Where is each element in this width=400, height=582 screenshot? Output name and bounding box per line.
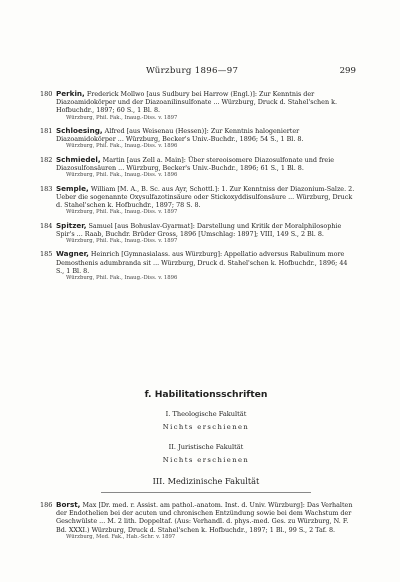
entry-number: 185	[40, 250, 53, 259]
entry-author: Spitzer,	[56, 220, 87, 230]
entry-author: Schloesing,	[56, 126, 103, 136]
entry-text: Max [Dr. med. r. Assist. am pathol.-anatom. Inst. d. Univ. Würzburg]: Das Verhalten der Endothelien bei der acuten und chronischen Entzündung sowie bei dem Wachstum der Geschwülste ... M. 2 lith. Doppeltaf. (Aus: Verhandl. d. phys.-med. Ges. zu Würzburg, N. F. Bd. XXXI.) Würzburg, Druck d. Stahel'schen k. Hofbuchdr., 1897; 1 Bl., 99 S., 2 Taf. 8.	[56, 501, 353, 534]
entry-body	[56, 127, 356, 143]
page-number: 299	[339, 66, 356, 76]
entry-dissertation-note: Würzburg, Phil. Fak., Inaug.-Diss. v. 1897	[66, 209, 178, 216]
entry-dissertation-note: Würzburg, Phil. Fak., Inaug.-Diss. v. 1897	[66, 238, 178, 245]
entry-number: 184	[40, 221, 53, 230]
entry-184	[40, 220, 356, 246]
entry-182	[40, 154, 356, 180]
entry-number: 182	[40, 155, 53, 164]
entry-author: Borst,	[56, 500, 81, 509]
entry-number: 181	[40, 127, 53, 136]
entry-list	[40, 89, 356, 287]
entry-dissertation-note: Würzburg, Phil. Fak., Inaug.-Diss. v. 1896	[66, 172, 178, 179]
header-title: Würzburg 1896—97	[146, 66, 239, 76]
entry-body	[56, 501, 356, 534]
entry-text: William [M. A., B. Sc. aus Ayr, Schottl.]: 1. Zur Kenntniss der Diazonium-Salze. 2. Ueber die sogenannte Oxysulfazotinsäure oder Stickoxyddisulfonsäure ... Würzburg, Druck d. Stahel'schen k. Hofbuchdr., 1897; 78 S. 8.	[56, 184, 355, 210]
none-published-law: Nichts erschienen	[162, 456, 250, 464]
entry-180	[40, 89, 356, 122]
section-title: f. Habilitationsschriften	[144, 389, 268, 400]
entry-dissertation-note: Würzburg, Med. Fak., Hab.-Schr. v. 1897	[66, 533, 176, 540]
entry-body	[56, 156, 356, 172]
running-header	[56, 66, 356, 82]
entry-dissertation-note: Würzburg, Phil. Fak., Inaug.-Diss. v. 1896	[66, 275, 178, 282]
entry-body	[56, 250, 356, 275]
entry-body	[56, 222, 356, 238]
entry-185	[40, 249, 356, 282]
faculty-heading-theology: I. Theologische Fakultät	[165, 410, 247, 418]
entry-186	[40, 500, 356, 541]
entry-text: Heinrich [Gymnasialass. aus Würzburg]: Appellatio adversus Rabulinum more Demosthenis adumbranda sit ... Würzburg, Druck d. Stahel'schen k. Hofbuchdr., 1896; 44 S., 1 Bl. 8.	[56, 250, 348, 275]
entry-181	[40, 126, 356, 151]
faculty-heading-law: II. Juristische Fakultät	[168, 443, 244, 451]
entry-text: Martin [aus Zell a. Main]: Über stereoisomere Diazosulfonate und freie Diazosulfonsäuren ... Würzburg, Becker's Univ.-Buchdr., 1896; 61 S., 1 Bl. 8.	[56, 155, 335, 173]
entry-dissertation-note: Würzburg, Phil. Fak., Inaug.-Diss. v. 1896	[66, 143, 178, 150]
entry-number: 183	[40, 184, 53, 193]
entry-183	[40, 183, 356, 217]
entry-body	[56, 185, 356, 210]
entry-author: Perkin,	[56, 89, 85, 98]
section-rule	[101, 492, 311, 493]
entry-text: Samuel [aus Bohuslav-Gyarmat]: Darstellung und Kritik der Moralphilosophie Spir's ... Raab, Buchdr. Brüder Gross, 1896 [Umschlag: 1897]; VIII, 149 S., 2 Bl. 8.	[56, 221, 342, 238]
entry-dissertation-note: Würzburg, Phil. Fak., Inaug.-Diss. v. 1897	[66, 114, 178, 121]
habilitation-section	[40, 389, 356, 546]
entry-author: Semple,	[56, 183, 89, 193]
entry-number: 186	[40, 501, 53, 509]
faculty-heading-medicine: III. Medizinische Fakultät	[152, 476, 260, 486]
entry-number: 180	[40, 90, 53, 98]
entry-body	[56, 90, 356, 115]
entry-text: Frederick Mollwo [aus Sudbury bei Harrow (Engl.)]: Zur Kenntnis der Diazoamidokörper und der Diazoanilinsulfonate ... Würzburg, Druck d. Stahel'schen k. Hofbuchdr., 1897; 60 S., 1 Bl. 8.	[56, 90, 337, 115]
entry-author: Wagner,	[56, 249, 89, 259]
entry-author: Schmiedel,	[56, 154, 101, 164]
entry-text: Alfred [aus Weisenau (Hessen)]: Zur Kenntnis halogenierter Diazoamidokörper ... Würzburg, Becker's Univ.-Buchdr., 1896; 54 S., 1 Bl. 8.	[56, 127, 304, 144]
none-published-theology: Nichts erschienen	[162, 423, 250, 431]
